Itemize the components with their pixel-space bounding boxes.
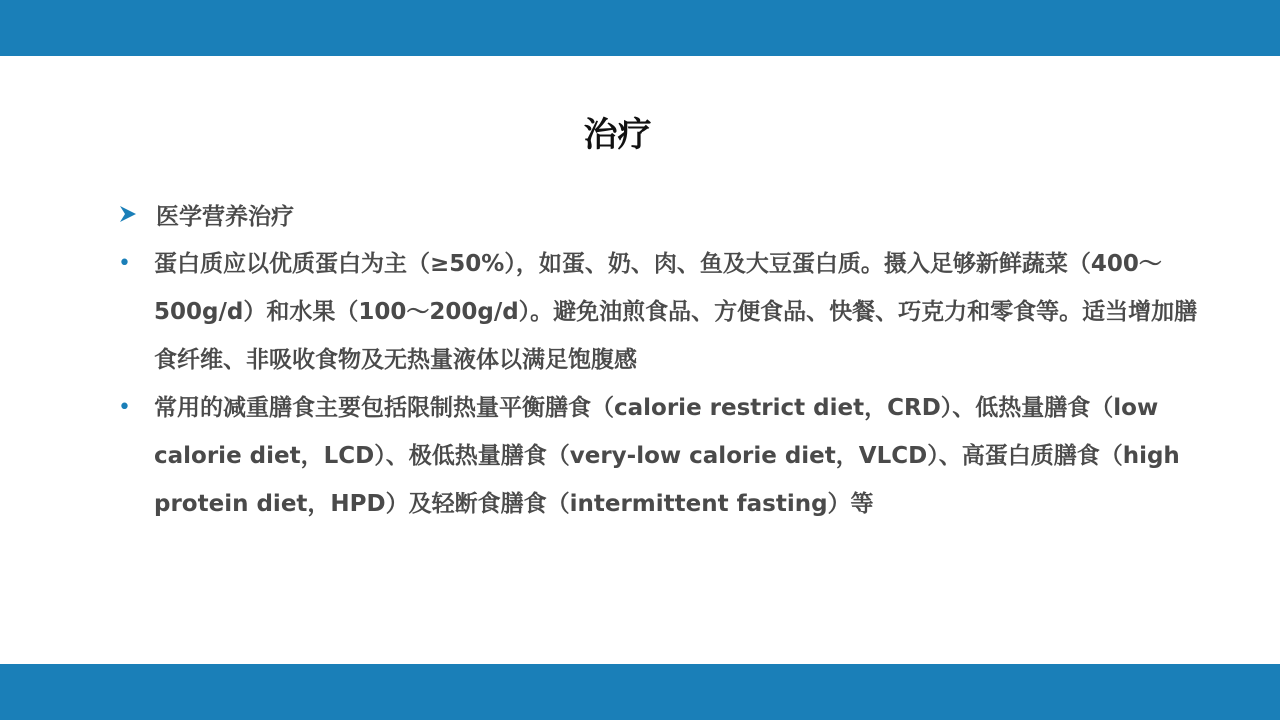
top-banner <box>0 0 1280 56</box>
arrow-right-icon <box>118 204 138 224</box>
slide-content <box>116 194 1206 528</box>
section-heading <box>116 194 1206 234</box>
bottom-banner <box>0 664 1280 720</box>
slide-title: 治疗 <box>583 115 652 155</box>
bullet-item <box>116 240 1206 384</box>
arrow-right-shape <box>120 206 136 222</box>
bullet-text: 蛋白质应以优质蛋白为主（≥50%），如蛋、奶、肉、鱼及大豆蛋白质。摄入足够新鲜蔬菜（400～500g/d）和水果（100～200g/d）。避免油煎食品、方便食品、快餐、巧克力和零食等。适当增加膳食纤维、非吸收食物及无热量液体以满足饱腹感 <box>154 251 1198 373</box>
section-heading-text: 医学营养治疗 <box>156 203 294 230</box>
bullet-marker: • <box>118 251 131 276</box>
bullet-text: 常用的减重膳食主要包括限制热量平衡膳食（calorie restrict diet，CRD）、低热量膳食（low calorie diet，LCD）、极低热量膳食（very-low calorie diet，VLCD）、高蛋白质膳食（high protein diet，HPD）及轻断食膳食（intermittent fasting）等 <box>154 395 1180 517</box>
bullet-item <box>116 384 1206 528</box>
bullet-marker: • <box>118 395 131 420</box>
